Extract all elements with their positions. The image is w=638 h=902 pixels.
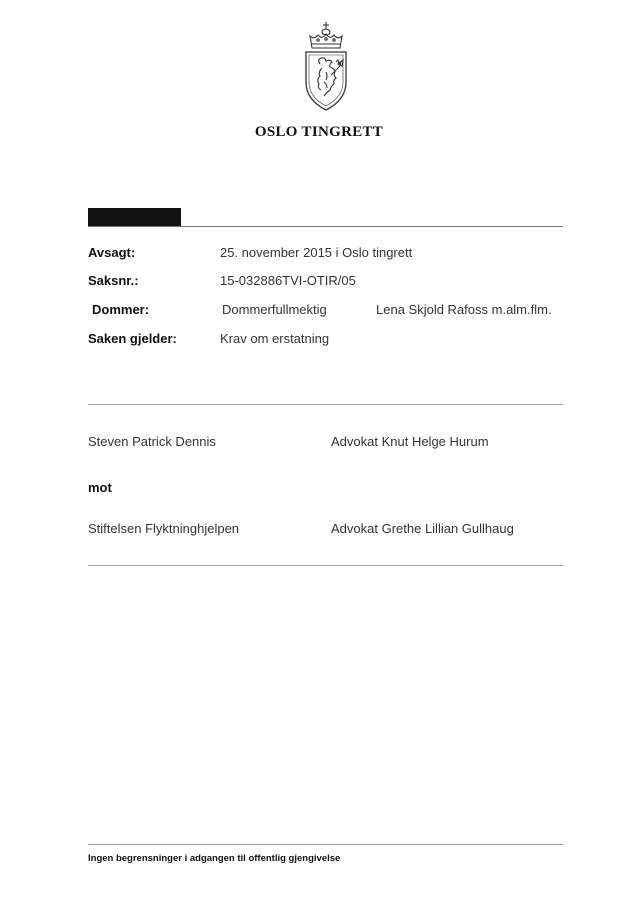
footer-divider xyxy=(88,844,563,845)
saksnr-label: Saksnr.: xyxy=(88,273,139,288)
section-divider xyxy=(88,565,563,566)
saken-gjelder-value: Krav om erstatning xyxy=(220,331,330,346)
saksnr-value: 15-032886TVI-OTIR/05 xyxy=(220,273,356,288)
versus-label: mot xyxy=(88,480,112,495)
saken-gjelder-label: Saken gjelder: xyxy=(88,331,177,346)
publication-notice: Ingen begrensninger i adgangen til offentlig gjengivelse xyxy=(88,853,341,864)
defendant-name: Stiftelsen Flyktninghjelpen xyxy=(88,521,240,536)
section-divider xyxy=(88,404,563,405)
dommer-name: Lena Skjold Rafoss m.alm.flm. xyxy=(376,302,552,317)
dommer-title: Dommerfullmektig xyxy=(222,302,327,317)
plaintiff-name: Steven Patrick Dennis xyxy=(88,434,216,449)
redaction-block xyxy=(88,208,181,227)
dommer-label: Dommer: xyxy=(92,302,150,317)
court-title: OSLO TINGRETT xyxy=(254,124,384,140)
header-divider xyxy=(88,226,563,227)
avsagt-label: Avsagt: xyxy=(88,245,136,260)
defendant-counsel: Advokat Grethe Lillian Gullhaug xyxy=(331,521,514,536)
avsagt-value: 25. november 2015 i Oslo tingrett xyxy=(220,245,413,260)
plaintiff-counsel: Advokat Knut Helge Hurum xyxy=(331,434,489,449)
coat-of-arms-icon xyxy=(300,20,352,112)
